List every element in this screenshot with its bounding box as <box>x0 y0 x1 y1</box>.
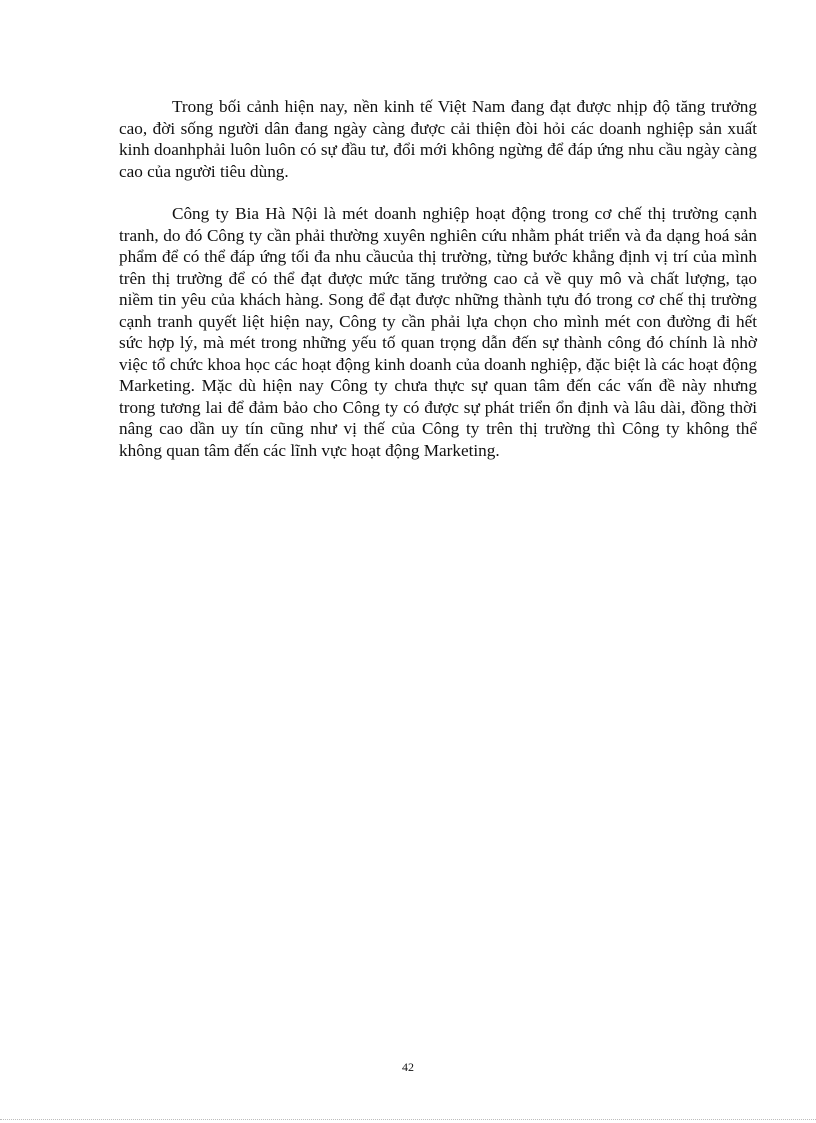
paragraph-1: Trong bối cảnh hiện nay, nền kinh tế Việt Nam đang đạt được nhịp độ tăng trưởng cao, đời sống người dân đang ngày càng được cải thiện đòi hỏi các doanh nghiệp sản xuất kinh doanhphải luôn luôn có sự đầu tư, đổi mới không ngừng để đáp ứng nhu cầu ngày càng cao của người tiêu dùng. <box>119 97 757 181</box>
paragraph-2: Công ty Bia Hà Nội là mét doanh nghiệp hoạt động trong cơ chế thị trường cạnh tranh, do đó Công ty cần phải thường xuyên nghiên cứu nhằm phát triển và đa dạng hoá sản phẩm để có thể đáp ứng tối đa nhu cầucủa thị trường, từng bước khẳng định vị trí của mình trên thị trường để có thể đạt được mức tăng trưởng cao cả về quy mô và chất lượng, tạo niềm tin yêu của khách hàng. Song để đạt được những thành tựu đó trong cơ chế thị trường cạnh tranh quyết liệt hiện nay, Công ty cần phải lựa chọn cho mình mét con đường đi hết sức hợp lý, mà mét trong những yếu tố quan trọng dẫn đến sự thành công đó chính là nhờ việc tổ chức khoa học các hoạt động kinh doanh của doanh nghiệp, đặc biệt là các hoạt động Marketing. Mặc dù hiện nay Công ty chưa thực sự quan tâm đến các vấn đề này nhưng trong tương lai để đảm bảo cho Công ty có được sự phát triển ổn định và lâu dài, đồng thời nâng cao dần uy tín cũng như vị thế của Công ty trên thị trường thì Công ty không thể không quan tâm đến các lĩnh vực hoạt động Marketing. <box>119 204 757 460</box>
body-text <box>119 96 757 461</box>
page-bottom-divider <box>0 1119 816 1120</box>
page-number: 42 <box>402 1060 414 1074</box>
